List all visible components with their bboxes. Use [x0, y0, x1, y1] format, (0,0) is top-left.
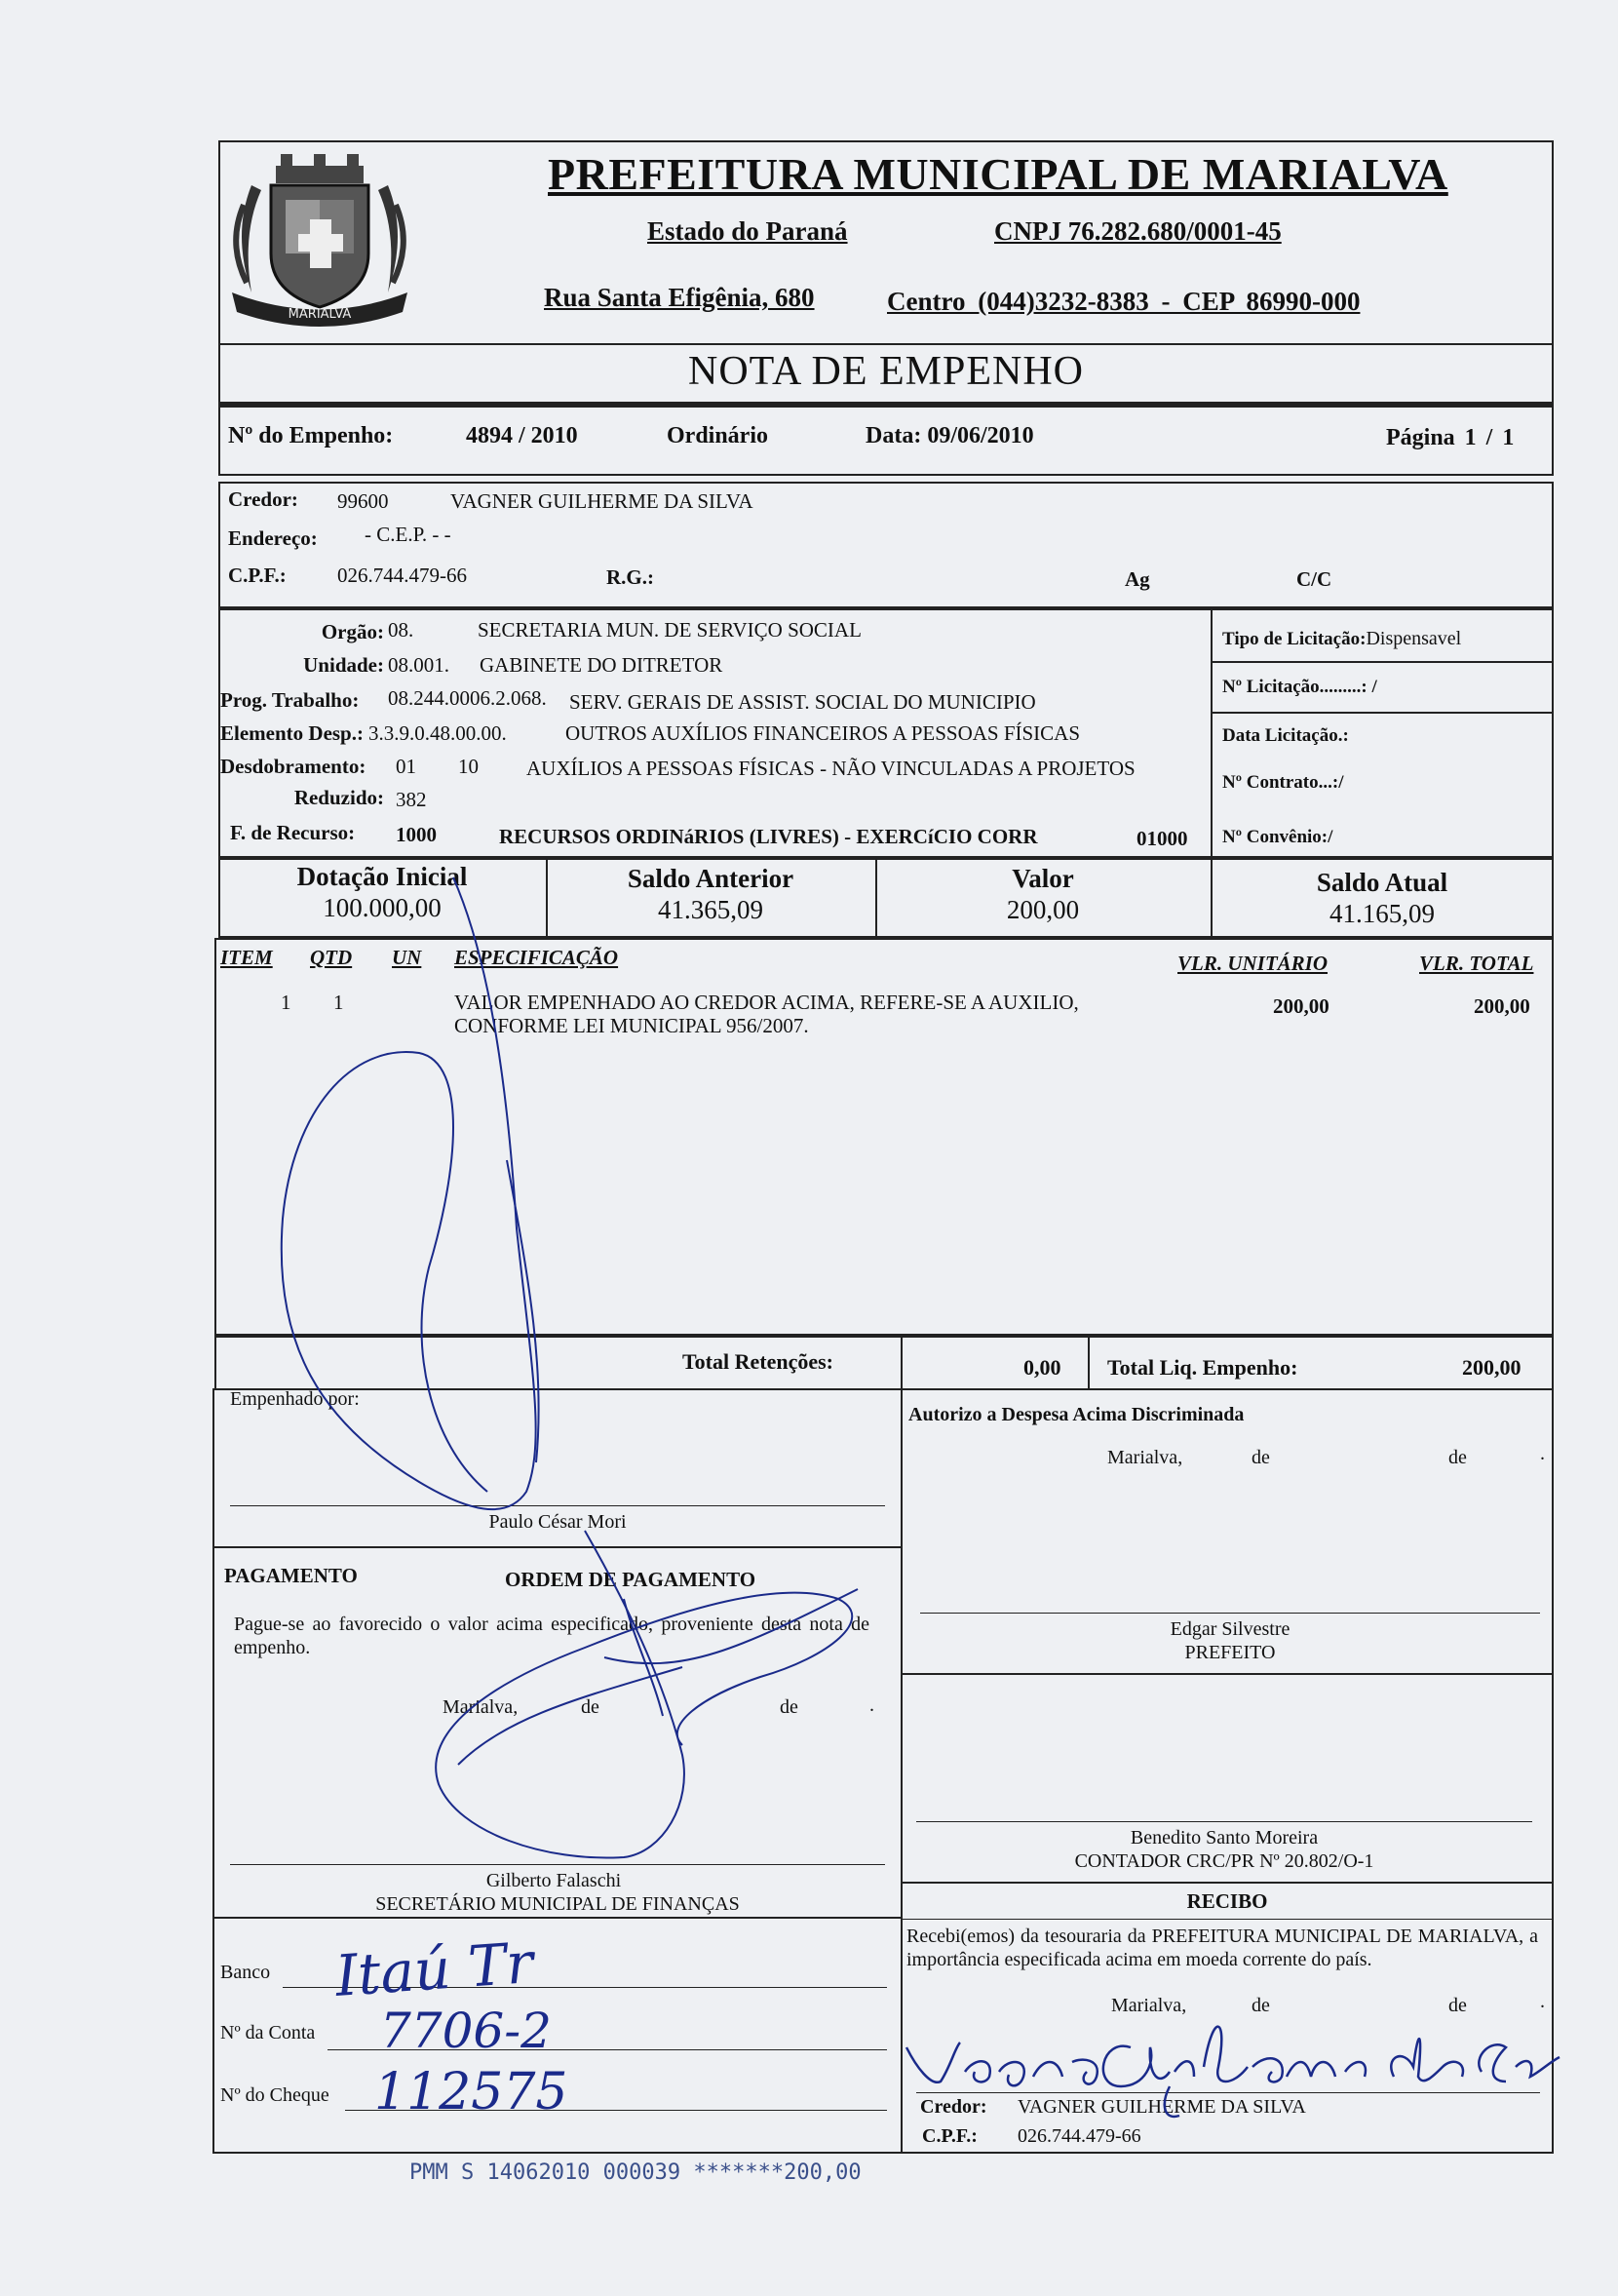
lower-vertical-divider [901, 1388, 903, 2154]
data-licitacao: Data Licitação.: [1222, 725, 1349, 746]
elemento-desp-code: 3.3.9.0.48.00.00. [368, 721, 507, 745]
empenho-type: Ordinário [667, 423, 769, 448]
state-name: Estado do Paraná [647, 216, 848, 246]
recibo-credor-label: Credor: [920, 2096, 987, 2118]
pagamento-text: Pague-se ao favorecido o valor acima especificado, proveniente desta nota de empenho. [234, 1614, 869, 1658]
col-qtd-header: QTD [310, 946, 353, 969]
pagamento-top-line [212, 1546, 901, 1548]
contador-top-line [901, 1673, 1554, 1675]
contador-name: Benedito Santo Moreira [1130, 1827, 1319, 1848]
desdobramento-description: AUXÍLIOS A PESSOAS FÍSICAS - NÃO VINCULADAS A PROJETOS [526, 757, 1136, 780]
desdobramento-code-2: 10 [458, 755, 479, 778]
fonte-recurso-description: RECURSOS ORDINáRIOS (LIVRES) - EXERCíCIO CORR [499, 825, 1038, 848]
autorizo-local: Marialva, [1107, 1447, 1183, 1468]
item-quantity: 1 [333, 991, 344, 1014]
conta-label: Nº da Conta [220, 2022, 316, 2043]
item-total-value: 200,00 [1474, 994, 1530, 1018]
elemento-desp-description: OUTROS AUXÍLIOS FINANCEIROS A PESSOAS FÍSICAS [565, 721, 1081, 745]
totals-divider-2 [1088, 1336, 1090, 1390]
total-retencoes-value: 0,00 [1023, 1355, 1061, 1380]
conta-corrente-label: C/C [1296, 567, 1332, 591]
crest-ribbon-text: MARIALVA [288, 307, 352, 322]
licitacao-line-2 [1211, 712, 1554, 714]
totals-box [214, 1336, 1554, 1390]
banco-handwritten: Itaú Tr [332, 1929, 536, 2009]
empenhado-por-name: Paulo César Mori [488, 1511, 627, 1533]
prog-trabalho-label: Prog. Trabalho: [220, 688, 360, 712]
orgao-label: Orgão: [321, 620, 384, 643]
item-description-line-2: CONFORME LEI MUNICIPAL 956/2007. [454, 1014, 809, 1037]
orgao-code: 08. [388, 618, 414, 642]
autorizo-de-2: de [1448, 1447, 1467, 1468]
recibo-local: Marialva, [1111, 1995, 1187, 2016]
contact-details: Centro (044)3232-8383 - CEP 86990-000 [887, 287, 1361, 316]
numero-convenio: Nº Convênio:/ [1222, 827, 1333, 847]
empenho-number: 4894 / 2010 [466, 423, 578, 448]
pagamento-dot: . [869, 1694, 874, 1716]
recibo-cpf-value: 026.744.479-66 [1018, 2125, 1141, 2147]
col-un-header: UN [392, 946, 422, 969]
reduzido-code: 382 [396, 788, 427, 811]
credor-code: 99600 [337, 489, 389, 513]
secretario-name: Gilberto Falaschi [485, 1870, 622, 1891]
numero-licitacao: Nº Licitação.........: / [1222, 677, 1377, 697]
secretario-signature-line [230, 1864, 885, 1865]
cheque-handwritten: 112575 [374, 2063, 568, 2121]
total-liquido-label: Total Liq. Empenho: [1107, 1355, 1298, 1380]
cpf-label: C.P.F.: [228, 564, 287, 587]
saldo-atual-value: 41.165,09 [1329, 899, 1435, 928]
recibo-cpf-label: C.P.F.: [922, 2125, 978, 2147]
credor-name: VAGNER GUILHERME DA SILVA [450, 489, 753, 513]
prefeito-title: PREFEITO [1184, 1642, 1276, 1663]
endereco-label: Endereço: [228, 526, 318, 550]
unidade-label: Unidade: [303, 653, 384, 677]
saldo-atual-label: Saldo Atual [1316, 868, 1448, 897]
dotacao-divider [1211, 608, 1213, 860]
empenho-date: Data: 09/06/2010 [866, 423, 1034, 448]
prefeito-name: Edgar Silvestre [1170, 1618, 1291, 1640]
credor-signature-line [916, 2092, 1540, 2093]
banco-label: Banco [220, 1962, 271, 1983]
cpf-value: 026.744.479-66 [337, 564, 467, 587]
footer-stamp: PMM S 14062010 000039 *******200,00 [409, 2160, 862, 2185]
saldo-anterior-label: Saldo Anterior [627, 864, 794, 893]
conta-handwritten: 7706-2 [380, 2003, 552, 2059]
tipo-licitacao-caption: Tipo de Licitação: [1222, 629, 1367, 649]
total-liquido-value: 200,00 [1462, 1355, 1522, 1380]
valor-label: Valor [1012, 864, 1074, 893]
fonte-recurso-label: F. de Recurso: [230, 821, 356, 844]
recibo-top-line [901, 1882, 1554, 1884]
contador-title: CONTADOR CRC/PR Nº 20.802/O-1 [1074, 1850, 1374, 1872]
city-crest-logo [222, 146, 417, 336]
cheque-label: Nº do Cheque [220, 2084, 329, 2106]
pagamento-de-2: de [780, 1696, 798, 1718]
autorizo-label: Autorizo a Despesa Acima Discriminada [908, 1404, 1245, 1425]
fonte-recurso-code-2: 01000 [1136, 827, 1188, 850]
col-item-header: ITEM [220, 946, 273, 969]
empenhado-por-label: Empenhado por: [230, 1388, 360, 1410]
recibo-dot: . [1540, 1991, 1545, 2012]
numero-contrato: Nº Contrato...:/ [1222, 772, 1344, 793]
recibo-title: RECIBO [1186, 1889, 1268, 1913]
autorizo-dot: . [1540, 1443, 1545, 1464]
tipo-licitacao-value: Dispensavel [1366, 628, 1462, 649]
dotacao-inicial-label: Dotação Inicial [296, 862, 468, 891]
empenho-number-label: Nº do Empenho: [228, 423, 394, 448]
desdobramento-label: Desdobramento: [220, 755, 366, 778]
desdobramento-code-1: 01 [396, 755, 416, 778]
recibo-de-2: de [1448, 1995, 1467, 2016]
elemento-desp-label: Elemento Desp.: [220, 721, 364, 745]
tipo-licitacao-label [1222, 628, 1461, 650]
empenhado-signature-line [230, 1505, 885, 1506]
ordem-pagamento-title: ORDEM DE PAGAMENTO [505, 1568, 756, 1591]
col-especificacao-header: ESPECIFICAÇÃO [454, 946, 619, 969]
street-address: Rua Santa Efigênia, 680 [544, 283, 815, 312]
prog-trabalho-code: 08.244.0006.2.068. [388, 686, 547, 710]
autorizo-de-1: de [1252, 1447, 1270, 1468]
secretario-title: SECRETÁRIO MUNICIPAL DE FINANÇAS [375, 1893, 740, 1915]
contador-signature-line [916, 1821, 1532, 1822]
recibo-text: Recebi(emos) da tesouraria da PREFEITURA MUNICIPAL DE MARIALVA, a importância especificada acima em moeda corrente do país. [906, 1926, 1538, 1970]
valor-value: 200,00 [1006, 895, 1080, 924]
banco-top-line [212, 1917, 901, 1919]
col-valor-total-header: VLR. TOTAL [1419, 952, 1534, 975]
item-description-line-1: VALOR EMPENHADO AO CREDOR ACIMA, REFERE-SE A AUXILIO, [454, 991, 1079, 1014]
saldo-anterior-value: 41.365,09 [658, 895, 763, 924]
pagamento-local: Marialva, [443, 1696, 519, 1718]
reduzido-label: Reduzido: [293, 786, 384, 809]
col-valor-unitario-header: VLR. UNITÁRIO [1177, 952, 1329, 975]
recibo-title-line [901, 1919, 1554, 1920]
document-title: NOTA DE EMPENHO [688, 349, 1084, 394]
recibo-de-1: de [1252, 1995, 1270, 2016]
dotacao-inicial-value: 100.000,00 [323, 893, 442, 922]
agencia-label: Ag [1125, 567, 1150, 591]
pagamento-label: PAGAMENTO [224, 1564, 358, 1587]
fonte-recurso-code: 1000 [396, 823, 437, 846]
prefeito-signature-line [920, 1613, 1540, 1614]
endereco-value: - C.E.P. - - [365, 523, 451, 546]
prog-trabalho-description: SERV. GERAIS DE ASSIST. SOCIAL DO MUNICIPIO [569, 690, 1036, 714]
unidade-code: 08.001. [388, 653, 449, 677]
recibo-credor-name: VAGNER GUILHERME DA SILVA [1018, 2096, 1306, 2118]
page-number: Página 1 / 1 [1386, 425, 1515, 450]
item-number: 1 [281, 991, 291, 1014]
rg-label: R.G.: [606, 565, 654, 589]
orgao-description: SECRETARIA MUN. DE SERVIÇO SOCIAL [478, 618, 862, 642]
totals-divider-1 [901, 1336, 903, 1390]
unidade-description: GABINETE DO DITRETOR [480, 653, 723, 677]
municipality-title: PREFEITURA MUNICIPAL DE MARIALVA [548, 149, 1448, 199]
licitacao-line-1 [1211, 661, 1554, 663]
cnpj-number: CNPJ 76.282.680/0001-45 [994, 216, 1282, 246]
total-retencoes-label: Total Retenções: [682, 1349, 833, 1374]
pagamento-de-1: de [581, 1696, 599, 1718]
credor-label: Credor: [228, 487, 298, 511]
item-unit-value: 200,00 [1273, 994, 1329, 1018]
